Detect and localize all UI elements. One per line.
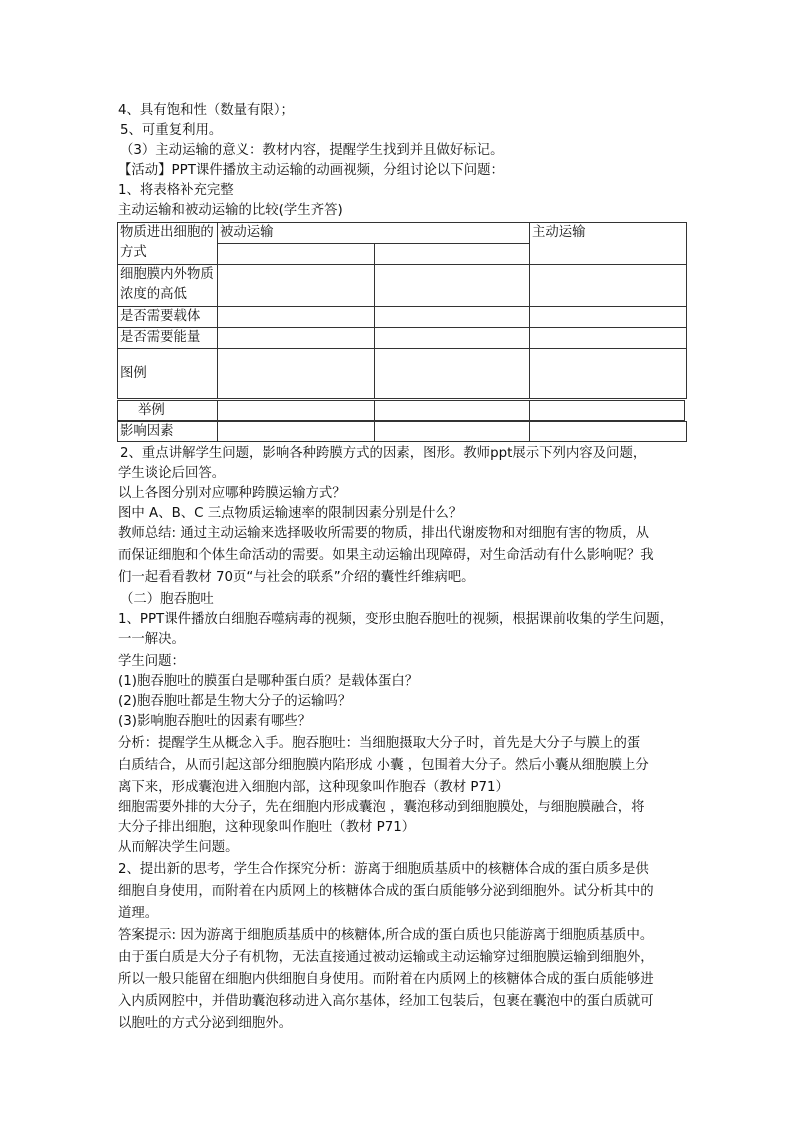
text-line: 细胞自身使用，而附着在内质网上的核糖体合成的蛋白质能够分泌到细胞外。试分析其中的: [118, 884, 654, 899]
table-cell: [218, 401, 375, 421]
text-line: 4、具有饱和性（数量有限）；: [118, 103, 294, 118]
row-label-carrier: 是否需要载体: [118, 307, 218, 328]
text-line: 以上各图分别对应哪种跨膜运输方式？: [118, 486, 346, 501]
table-cell: [218, 307, 375, 328]
table-cell: [375, 307, 530, 328]
comparison-table: [117, 222, 687, 399]
table-cell: [218, 422, 375, 442]
text-line: 分析：提醒学生从概念入手。胞吞胞吐：当细胞摄取大分子时，首先是大分子与膜上的蛋: [118, 736, 641, 751]
text-line: 图中 A、B、C 三点物质运输速率的限制因素分别是什么？: [118, 506, 463, 521]
row-label-example: 举例: [118, 401, 218, 421]
text-line: 答案提示: 因为游离于细胞质基质中的核糖体,所合成的蛋白质也只能游离于细胞质基质中。: [118, 928, 654, 943]
table-caption: 主动运输和被动运输的比较(学生齐答): [118, 203, 343, 218]
table-cell: [530, 265, 687, 307]
comparison-table-continued: [117, 400, 685, 421]
text-line: （3）主动运输的意义：教材内容，提醒学生找到并且做好标记。: [120, 143, 504, 158]
text-line: 2、提出新的思考，学生合作探究分析：游离于细胞质基质中的核糖体合成的蛋白质多是供: [118, 862, 649, 877]
text-line: 5、可重复利用。: [120, 123, 223, 138]
table-cell: [218, 328, 375, 349]
text-line: 而保证细胞和个体生命活动的需要。如果主动运输出现障碍，对生命活动有什么影响呢？我: [118, 548, 654, 563]
table-cell: [218, 244, 375, 265]
header-passive: 被动运输: [218, 223, 530, 244]
text-line: 2、重点讲解学生问题，影响各种跨膜方式的因素，图形。教师ppt展示下列内容及问题，: [120, 446, 647, 461]
row-label-energy: 是否需要能量: [118, 328, 218, 349]
table-cell: [375, 349, 530, 399]
table-cell: [375, 401, 530, 421]
row-label-factors: 影响因素: [118, 422, 218, 442]
table-cell: [375, 265, 530, 307]
table-cell: [530, 307, 687, 328]
text-line: 离下来，形成囊泡进入细胞内部，这种现象叫作胞吞（教材 P71）: [118, 780, 509, 795]
text-line: 由于蛋白质是大分子有机物，无法直接通过被动运输或主动运输穿过细胞膜运输到细胞外，: [118, 950, 654, 965]
section-heading: （二）胞吞胞吐: [120, 592, 214, 607]
text-line: 教师总结: 通过主动运输来选择吸收所需要的物质，排出代谢废物和对细胞有害的物质，从: [118, 526, 649, 541]
row-label-concentration: 细胞膜内外物质浓度的高低: [118, 265, 218, 307]
text-line: 学生问题：: [118, 654, 185, 669]
text-line: 细胞需要外排的大分子，先在细胞内形成囊泡 ，囊泡移动到细胞膜处，与细胞膜融合，将: [118, 800, 645, 815]
text-line: 所以一般只能留在细胞内供细胞自身使用。而附着在内质网上的核糖体合成的蛋白质能够进: [118, 972, 654, 987]
row-label-method: 物质进出细胞的方式: [118, 223, 218, 265]
table-cell: [375, 244, 530, 265]
table-cell: [375, 422, 530, 442]
text-line: 白质结合，从而引起这部分细胞膜内陷形成 小囊 ，包围着大分子。然后小囊从细胞膜上分: [118, 758, 649, 773]
header-active: 主动运输: [530, 223, 687, 265]
text-line: (1)胞吞胞吐的膜蛋白是哪种蛋白质？是载体蛋白？: [118, 674, 419, 689]
text-line: 1、PPT课件播放白细胞吞噬病毒的视频，变形虫胞吞胞吐的视频，根据课前收集的学生问题，: [118, 612, 674, 627]
table-cell: [530, 422, 687, 442]
text-line: 学生谈论后回答。: [118, 466, 226, 481]
table-cell: [218, 349, 375, 399]
text-line: 一一解决。: [118, 632, 185, 647]
text-line: 从而解决学生问题。: [118, 840, 239, 855]
text-line: 们一起看看教材 70页“与社会的联系”介绍的囊性纤维病吧。: [118, 570, 475, 585]
text-line: 大分子排出细胞，这种现象叫作胞吐（教材 P71）: [118, 820, 416, 835]
text-line: 道理。: [118, 906, 159, 921]
table-cell: [530, 349, 687, 399]
table-cell: [530, 401, 685, 421]
table-cell: [530, 328, 687, 349]
text-line: 入内质网腔中，并借助囊泡移动进入高尔基体，经加工包装后，包裹在囊泡中的蛋白质就可: [118, 994, 654, 1009]
row-label-diagram: 图例: [118, 349, 218, 399]
text-line: 1、将表格补充完整: [118, 183, 234, 198]
table-cell: [218, 265, 375, 307]
text-line: 以胞吐的方式分泌到细胞外。: [118, 1016, 293, 1031]
text-line: 【活动】PPT课件播放主动运输的动画视频，分组讨论以下问题：: [118, 163, 504, 178]
text-line: (3)影响胞吞胞吐的因素有哪些？: [118, 714, 312, 729]
comparison-table-continued: [117, 421, 687, 442]
table-cell: [375, 328, 530, 349]
text-line: (2)胞吞胞吐都是生物大分子的运输吗？: [118, 694, 352, 709]
